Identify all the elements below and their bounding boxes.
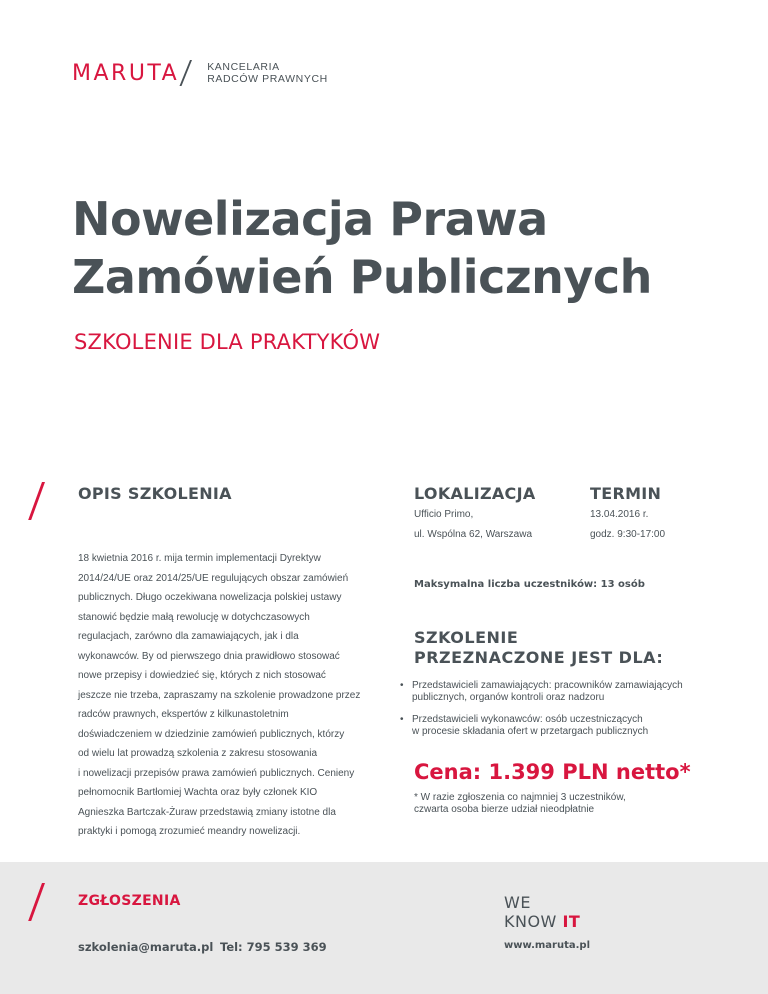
logo-slash-icon bbox=[185, 60, 197, 86]
audience-item-line1: Przedstawicieli zamawiających: pracowników zamawiających bbox=[412, 680, 683, 691]
zgloszenia-heading: ZGŁOSZENIA bbox=[78, 893, 181, 909]
logo-subtitle-line2: RADCÓW PRAWNYCH bbox=[207, 73, 328, 85]
slogan-it: IT bbox=[562, 912, 581, 931]
price-note bbox=[414, 792, 626, 816]
termin-date: 13.04.2016 r. bbox=[590, 509, 649, 520]
slogan-line2 bbox=[504, 912, 580, 931]
opis-line: od wielu lat prowadzą szkolenia z zakresu stosowania bbox=[78, 748, 318, 759]
page-title-line2: Zamówień Publicznych bbox=[72, 250, 652, 304]
audience-heading-line2: PRZEZNACZONE JEST DLA: bbox=[414, 648, 664, 667]
opis-line: publicznych. Długo oczekiwana nowelizacja polskiej ustawy bbox=[78, 592, 342, 603]
logo-subtitle bbox=[207, 61, 328, 85]
logo-wordmark: MARUTA bbox=[72, 60, 180, 86]
lokalizacja-address: ul. Wspólna 62, Warszawa bbox=[414, 529, 533, 540]
opis-line: jeszcze nie trzeba, zapraszamy na szkolenie prowadzone przez bbox=[78, 689, 361, 701]
phone-link[interactable]: Tel: 795 539 369 bbox=[220, 940, 327, 954]
price-note-line1: * W razie zgłoszenia co najmniej 3 uczestników, bbox=[414, 792, 626, 803]
page-title-line1: Nowelizacja Prawa bbox=[72, 192, 548, 246]
opis-line: pełnomocnik Bartłomiej Wachta oraz były członek KIO bbox=[78, 787, 318, 798]
logo-subtitle-line1: KANCELARIA bbox=[207, 61, 280, 73]
opis-line: doświadczeniem w dziedzinie zamówień publicznych, którzy bbox=[78, 728, 345, 740]
footer-band bbox=[0, 862, 768, 994]
opis-line: wykonawców. By od pierwszego dnia prawidłowo stosować bbox=[78, 650, 340, 662]
audience-item-line1: Przedstawicieli wykonawców: osób uczestniczących bbox=[412, 714, 643, 725]
termin-hours: godz. 9:30-17:00 bbox=[590, 529, 666, 540]
email-link[interactable]: szkolenia@maruta.pl bbox=[78, 940, 214, 954]
audience-heading-line1: SZKOLENIE bbox=[414, 628, 519, 647]
opis-heading: OPIS SZKOLENIA bbox=[78, 484, 232, 503]
slogan bbox=[504, 893, 580, 931]
lokalizacja-venue: Ufficio Primo, bbox=[414, 509, 474, 520]
bullet-icon: • bbox=[400, 680, 404, 691]
opis-line: praktyki i pomogą zrozumieć meandry nowelizacji. bbox=[78, 826, 301, 837]
opis-line: 18 kwietnia 2016 r. mija termin implementacji Dyrektyw bbox=[78, 553, 321, 564]
audience-item-line2: publicznych, organów kontroli oraz nadzoru bbox=[412, 692, 605, 703]
opis-line: 2014/24/UE oraz 2014/25/UE regulujących obszar zamówień bbox=[78, 572, 349, 584]
slogan-know: KNOW bbox=[504, 912, 563, 931]
audience-item-text bbox=[412, 680, 683, 704]
audience-item-line2: w procesie składania ofert w przetargach publicznych bbox=[412, 726, 649, 737]
opis-line: radców prawnych, ekspertów z kilkunastoletnim bbox=[78, 709, 289, 720]
bullet-icon: • bbox=[400, 714, 404, 725]
page-subtitle: SZKOLENIE DLA PRAKTYKÓW bbox=[74, 330, 381, 354]
opis-description bbox=[78, 549, 378, 842]
brand-logo bbox=[72, 60, 328, 86]
slogan-line1: WE bbox=[504, 893, 531, 912]
website-link[interactable]: www.maruta.pl bbox=[504, 940, 591, 951]
lokalizacja-heading: LOKALIZACJA bbox=[414, 484, 536, 503]
price-note-line2: czwarta osoba bierze udział nieodpłatnie bbox=[414, 804, 595, 815]
opis-line: stanowić będzie małą rewolucję w dotychczasowych bbox=[78, 611, 310, 623]
price-label: Cena: 1.399 PLN netto* bbox=[414, 760, 691, 784]
section-slash-icon bbox=[28, 482, 45, 520]
termin-heading: TERMIN bbox=[590, 484, 662, 503]
audience-heading bbox=[414, 628, 663, 668]
opis-line: nowe przepisy i dowiedzieć się, których z nich stosować bbox=[78, 670, 326, 681]
max-participants: Maksymalna liczba uczestników: 13 osób bbox=[414, 579, 645, 590]
audience-item-text bbox=[412, 714, 648, 738]
opis-line: i nowelizacji przepisów prawa zamówień publicznych. Cenieny bbox=[78, 767, 355, 779]
opis-line: regulacjach, zarówno dla zamawiających, jak i dla bbox=[78, 631, 299, 642]
page-title bbox=[72, 190, 652, 306]
opis-line: Agnieszka Bartczak-Żuraw przedstawią zmiany istotne dla bbox=[78, 806, 336, 818]
